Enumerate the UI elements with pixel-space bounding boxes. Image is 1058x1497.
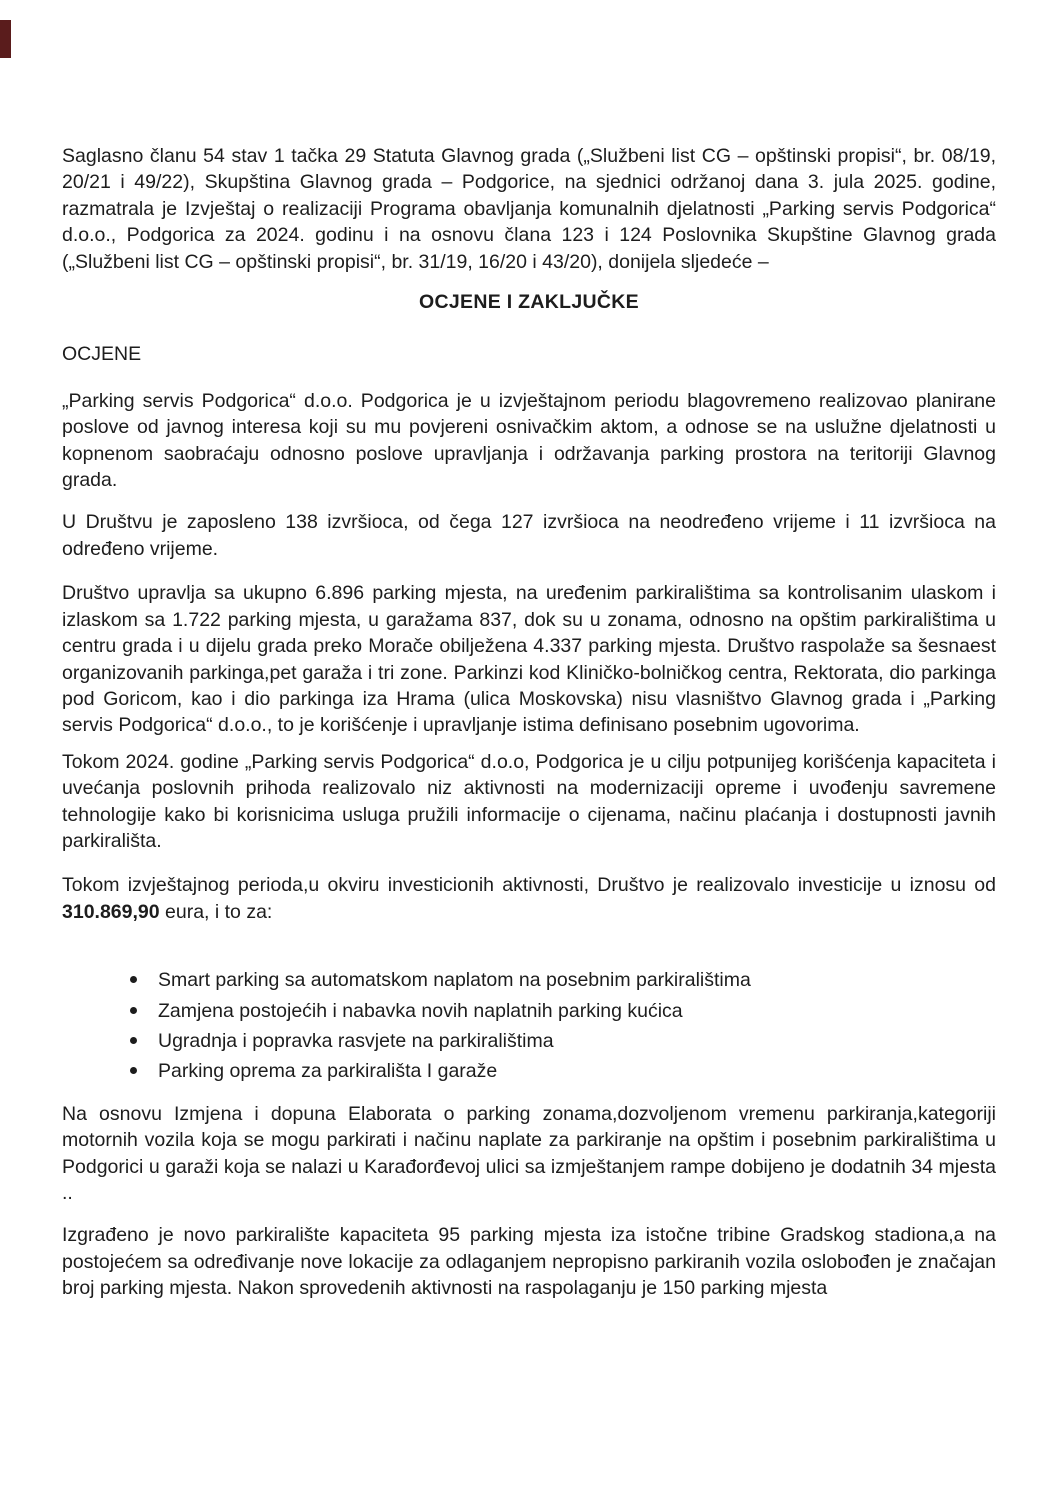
investicije-text-after: eura, i to za: bbox=[159, 900, 273, 923]
main-heading: OCJENE I ZAKLJUČKE bbox=[419, 291, 639, 314]
scan-corner-mark bbox=[0, 20, 11, 58]
list-item-naplatne-kucice: Zamjena postojećih i nabavka novih naplatnih parking kućica bbox=[158, 998, 996, 1024]
paragraph-parking-mjesta: Društvo upravlja sa ukupno 6.896 parking mjesta, na uređenim parkiralištima sa kontrolisanim ulaskom i izlaskom sa 1.722 parking mjesta, u garažama 837, dok su u zonama, odnosno na opštim parkiralištima u centru grada i u dijelu grada preko Morače obilježena 4.337 parking mjesta. Društvo raspolaže sa šesnaest organizovanih parkinga,pet garaža i tri zone. Parkinzi kod Kliničko-bolničkog centra, Rektorata, dio parkinga pod Goricom, kao i dio parkinga iza Hrama (ulica Moskovska) nisu vlasništvo Glavnog grada i „Parking servis Podgorica“ d.o.o., to je korišćenje i upravljanje istima definisano posebnim ugovorima. bbox=[62, 582, 996, 737]
paragraph-investicije bbox=[62, 872, 996, 925]
section-label-ocjene: OCJENE bbox=[62, 343, 142, 366]
paragraph-modernizacija: Tokom 2024. godine „Parking servis Podgorica“ d.o.o, Podgorica je u cilju potpunijeg korišćenja kapaciteta i uvećanja poslovnih prihoda realizovalo niz aktivnosti na modernizaciji opreme i uvođenju savremene tehnologije kako bi korisnicima usluga pružili informacije o cijenama, načinu plaćanja i dostupnosti javnih parkirališta. bbox=[62, 750, 996, 852]
list-item-rasvjeta: Ugradnja i popravka rasvjete na parkiralištima bbox=[158, 1028, 996, 1054]
list-item-parking-oprema: Parking oprema za parkirališta I garaže bbox=[158, 1058, 996, 1084]
paragraph-elaborat: Na osnovu Izmjena i dopuna Elaborata o parking zonama,dozvoljenom vremenu parkiranja,kategoriji motornih vozila koja se mogu parkirati i načinu naplate za parkiranje na opštim i posebnim parkiralištima u Podgorici u garaži koja se nalazi u Karađorđevoj ulici sa izmještanjem rampe dobijeno je dodatnih 34 mjesta .. bbox=[62, 1102, 996, 1204]
investment-amount: 310.869,90 bbox=[62, 900, 160, 923]
investicije-text-before: Tokom izvještajnog perioda,u okviru investicionih aktivnosti, Društvo je realizovalo investicije u iznosu od bbox=[62, 874, 996, 897]
investment-list bbox=[62, 967, 996, 1085]
paragraph-realizacija: „Parking servis Podgorica“ d.o.o. Podgorica je u izvještajnom periodu blagovremeno realizovao planirane poslove od javnog interesa koji su mu povjereni osnivačkim aktom, a odnose se na uslužne djelatnosti u kopnenom saobraćaju odnosno poslove upravljanja i održavanja parking prostora na teritoriji Glavnog grada. bbox=[62, 389, 996, 492]
paragraph-zaposleni: U Društvu je zaposleno 138 izvršioca, od čega 127 izvršioca na neodređeno vrijeme i 11 izvršioca na određeno vrijeme. bbox=[62, 511, 996, 560]
paragraph-stadion: Izgrađeno je novo parkiralište kapaciteta 95 parking mjesta iza istočne tribine Gradskog stadiona,a na postojećem sa određivanje nove lokacije za odlaganjem nepropisno parkiranih vozila oslobođen je značajan broj parking mjesta. Nakon sprovedenih aktivnosti na raspolaganju je 150 parking mjesta bbox=[62, 1224, 996, 1300]
intro-paragraph: Saglasno članu 54 stav 1 tačka 29 Statuta Glavnog grada („Službeni list CG – opštinski propisi“, br. 08/19, 20/21 i 49/22), Skupština Glavnog grada – Podgorice, na sjednici održanoj dana 3. jula 2025. godine, razmatrala je Izvještaj o realizaciji Programa obavljanja komunalnih djelatnosti „Parking servis Podgorica“ d.o.o., Podgorica za 2024. godinu i na osnovu člana 123 i 124 Poslovnika Skupštine Glavnog grada („Službeni list CG – opštinski propisi“, br. 31/19, 16/20 i 43/20), donijela sljedeće – bbox=[62, 145, 996, 273]
list-item-smart-parking: Smart parking sa automatskom naplatom na posebnim parkiralištima bbox=[158, 967, 996, 993]
